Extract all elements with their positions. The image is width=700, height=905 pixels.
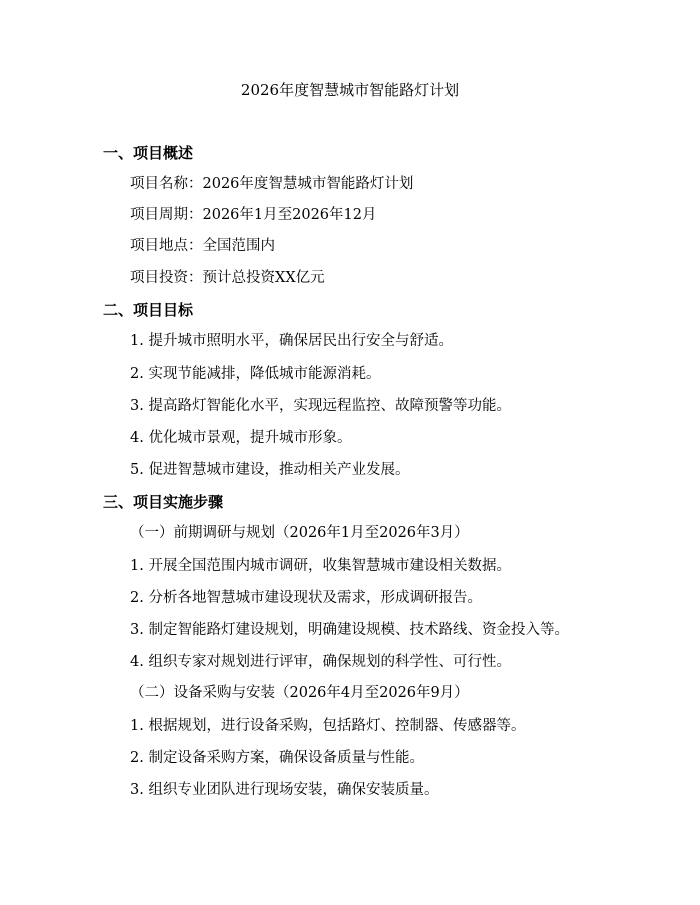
phase-heading-procurement: （二）设备采购与安装（2026年4月至2026年9月） <box>130 685 469 701</box>
overview-item: 项目名称：2026年度智慧城市智能路灯计划 <box>130 176 414 192</box>
research-step-item: 1. 开展全国范围内城市调研，收集智慧城市建设相关数据。 <box>130 558 511 574</box>
research-step-item: 4. 组织专家对规划进行评审，确保规划的科学性、可行性。 <box>130 654 511 670</box>
goal-item: 3. 提高路灯智能化水平，实现远程监控、故障预警等功能。 <box>130 398 511 414</box>
section-heading-steps: 三、项目实施步骤 <box>103 493 224 511</box>
goal-item: 2. 实现节能减排，降低城市能源消耗。 <box>130 366 381 382</box>
research-step-item: 2. 分析各地智慧城市建设现状及需求，形成调研报告。 <box>130 590 482 606</box>
document-title: 2026年度智慧城市智能路灯计划 <box>240 81 460 99</box>
overview-item: 项目投资：预计总投资XX亿元 <box>130 270 325 286</box>
section-heading-overview: 一、项目概述 <box>103 144 194 162</box>
phase-heading-research: （一）前期调研与规划（2026年1月至2026年3月） <box>130 525 469 541</box>
procurement-step-item: 2. 制定设备采购方案，确保设备质量与性能。 <box>130 750 424 766</box>
goal-item: 5. 促进智慧城市建设，推动相关产业发展。 <box>130 462 410 478</box>
procurement-step-item: 1. 根据规划，进行设备采购，包括路灯、控制器、传感器等。 <box>130 718 526 734</box>
goal-item: 1. 提升城市照明水平，确保居民出行安全与舒适。 <box>130 333 453 349</box>
procurement-step-item: 3. 组织专业团队进行现场安装，确保安装质量。 <box>130 782 439 798</box>
section-heading-goals: 二、项目目标 <box>103 301 194 319</box>
overview-item: 项目周期：2026年1月至2026年12月 <box>130 207 377 223</box>
research-step-item: 3. 制定智能路灯建设规划，明确建设规模、技术路线、资金投入等。 <box>130 622 569 638</box>
goal-item: 4. 优化城市景观，提升城市形象。 <box>130 430 352 446</box>
overview-item: 项目地点：全国范围内 <box>130 238 275 254</box>
